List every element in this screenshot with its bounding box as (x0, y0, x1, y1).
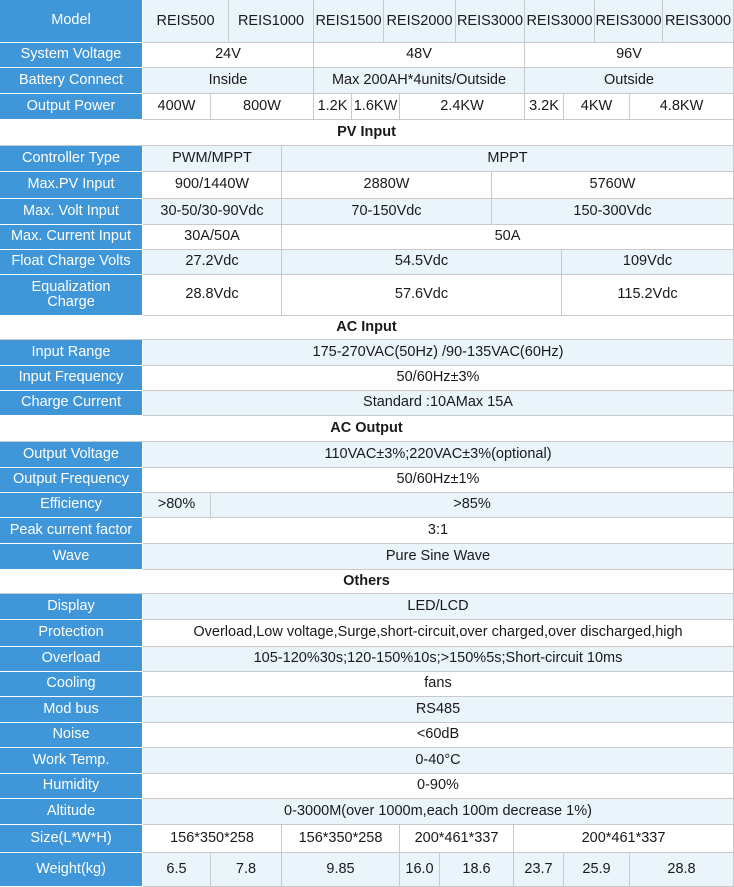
row-label-system-voltage: System Voltage (0, 43, 143, 68)
model-name: REIS300 0 (595, 0, 663, 43)
weight-value: 9.85 (282, 853, 400, 887)
row-label-max-current-input: Max. Current Input (0, 225, 143, 250)
max-pv-input-value: 900/1440W (143, 172, 282, 199)
controller-type-value: PWM/MPPT (143, 146, 282, 172)
weight-value: 6.5 (143, 853, 211, 887)
row-label-output-voltage: Output Voltage (0, 442, 143, 468)
protection-value: Overload,Low voltage,Surge,short-circuit,over charged,over discharged,high (143, 620, 734, 647)
cooling-value: fans (143, 672, 734, 697)
controller-type-value: MPPT (282, 146, 734, 172)
row-label-efficiency: Efficiency (0, 493, 143, 518)
battery-connect-value: Inside (143, 68, 314, 94)
work-temp-value: 0-40°C (143, 748, 734, 774)
row-label-output-frequency: Output Frequency (0, 468, 143, 493)
row-label-model: Model (0, 0, 143, 43)
output-power-value: 3.2K (525, 94, 564, 120)
output-frequency-value: 50/60Hz±1% (143, 468, 734, 493)
mod-bus-value: RS485 (143, 697, 734, 723)
size-value: 200*461*337 (514, 825, 734, 853)
section-title-pv-input: PV Input (0, 120, 734, 146)
equalization-label-line2: Charge (47, 294, 95, 310)
row-label-input-frequency: Input Frequency (0, 366, 143, 391)
row-label-wave: Wave (0, 544, 143, 570)
weight-value: 18.6 (440, 853, 514, 887)
size-value: 156*350*258 (282, 825, 400, 853)
row-label-float-charge-volts: Float Charge Volts (0, 250, 143, 275)
model-name: REIS100 0 (229, 0, 314, 43)
row-label-size: Size(L*W*H) (0, 825, 143, 853)
section-title-others: Others (0, 570, 734, 594)
max-volt-input-value: 70-150Vdc (282, 199, 492, 225)
float-charge-volts-value: 109Vdc (562, 250, 734, 275)
input-frequency-value: 50/60Hz±3% (143, 366, 734, 391)
max-current-input-value: 30A/50A (143, 225, 282, 250)
max-pv-input-value: 5760W (492, 172, 734, 199)
row-label-output-power: Output Power (0, 94, 143, 120)
peak-current-factor-value: 3:1 (143, 518, 734, 544)
size-value: 156*350*258 (143, 825, 282, 853)
size-value: 200*461*337 (400, 825, 514, 853)
weight-value: 25.9 (564, 853, 630, 887)
output-power-value: 400W (143, 94, 211, 120)
max-current-input-value: 50A (282, 225, 734, 250)
row-label-display: Display (0, 594, 143, 620)
wave-value: Pure Sine Wave (143, 544, 734, 570)
model-name: REIS300 0 (663, 0, 734, 43)
equalization-charge-value: 115.2Vdc (562, 275, 734, 316)
row-label-protection: Protection (0, 620, 143, 647)
output-power-value: 2.4KW (400, 94, 525, 120)
row-label-battery-connect: Battery Connect (0, 68, 143, 94)
system-voltage-value: 24V (143, 43, 314, 68)
system-voltage-value: 96V (525, 43, 734, 68)
output-power-value: 1.6KW (352, 94, 400, 120)
efficiency-value: >85% (211, 493, 734, 518)
altitude-value: 0-3000M(over 1000m,each 100m decrease 1%) (143, 799, 734, 825)
output-power-value: 4KW (564, 94, 630, 120)
humidity-value: 0-90% (143, 774, 734, 799)
row-label-work-temp: Work Temp. (0, 748, 143, 774)
battery-connect-value: Max 200AH*4units/Outside (314, 68, 525, 94)
output-power-value: 4.8KW (630, 94, 734, 120)
display-value: LED/LCD (143, 594, 734, 620)
equalization-label-line1: Equalization (31, 278, 111, 295)
weight-value: 16.0 (400, 853, 440, 887)
equalization-charge-value: 28.8Vdc (143, 275, 282, 316)
noise-value: <60dB (143, 723, 734, 748)
output-voltage-value: 110VAC±3%;220VAC±3%(optional) (143, 442, 734, 468)
row-label-altitude: Altitude (0, 799, 143, 825)
weight-value: 7.8 (211, 853, 282, 887)
weight-value: 23.7 (514, 853, 564, 887)
output-power-value: 800W (211, 94, 314, 120)
row-label-input-range: Input Range (0, 340, 143, 366)
float-charge-volts-value: 27.2Vdc (143, 250, 282, 275)
charge-current-value: Standard :10AMax 15A (143, 391, 734, 416)
model-name: REIS300 0 (456, 0, 525, 43)
system-voltage-value: 48V (314, 43, 525, 68)
row-label-controller-type: Controller Type (0, 146, 143, 172)
model-name: REIS50 0 (143, 0, 229, 43)
section-title-ac-output: AC Output (0, 416, 734, 442)
row-label-noise: Noise (0, 723, 143, 748)
max-volt-input-value: 30-50/30-90Vdc (143, 199, 282, 225)
equalization-charge-value: 57.6Vdc (282, 275, 562, 316)
row-label-mod-bus: Mod bus (0, 697, 143, 723)
row-label-peak-current-factor: Peak current factor (0, 518, 143, 544)
model-name: REIS150 0 (314, 0, 384, 43)
model-name: REIS200 0 (384, 0, 456, 43)
efficiency-value: >80% (143, 493, 211, 518)
row-label-cooling: Cooling (0, 672, 143, 697)
row-label-max-pv-input: Max.PV Input (0, 172, 143, 199)
row-label-charge-current: Charge Current (0, 391, 143, 416)
row-label-equalization-charge (0, 275, 143, 316)
row-label-max-volt-input: Max. Volt Input (0, 199, 143, 225)
output-power-value: 1.2K (314, 94, 352, 120)
input-range-value: 175-270VAC(50Hz) /90-135VAC(60Hz) (143, 340, 734, 366)
weight-value: 28.8 (630, 853, 734, 887)
max-pv-input-value: 2880W (282, 172, 492, 199)
row-label-weight: Weight(kg) (0, 853, 143, 887)
max-volt-input-value: 150-300Vdc (492, 199, 734, 225)
battery-connect-value: Outside (525, 68, 734, 94)
row-label-humidity: Humidity (0, 774, 143, 799)
overload-value: 105-120%30s;120-150%10s;>150%5s;Short-circuit 10ms (143, 647, 734, 672)
section-title-ac-input: AC Input (0, 316, 734, 340)
float-charge-volts-value: 54.5Vdc (282, 250, 562, 275)
row-label-overload: Overload (0, 647, 143, 672)
model-name: REIS300 0 (525, 0, 595, 43)
